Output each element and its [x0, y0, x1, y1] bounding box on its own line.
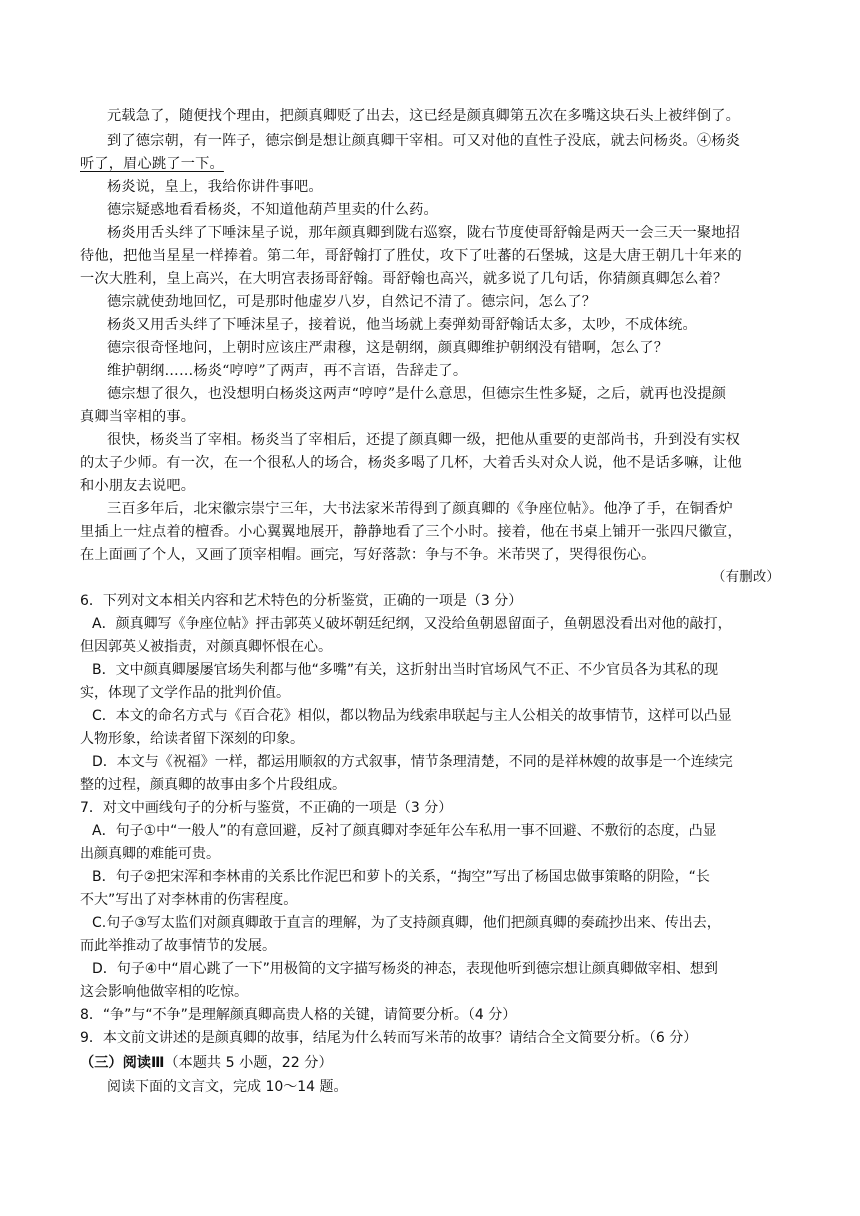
section-heading: [80, 1052, 333, 1074]
story-line: 在上面画了个人，又画了顶宰相帽。画完，写好落款：争与不争。米芾哭了，哭得很伤心。: [80, 547, 656, 563]
story-line: 三百多年后，北宋徽宗崇宁三年，大书法家米芾得到了颜真卿的《争座位帖》。他净了手，在铜香炉: [107, 501, 733, 517]
question-6: 6．下列对文本相关内容和艺术特色的分析鉴赏，正确的一项是（3 分）: [80, 593, 523, 609]
story-line: 真卿当宰相的事。: [80, 409, 196, 425]
question-7-option-b-cont: 不大”写出了对李林甫的伤害程度。: [80, 892, 298, 908]
story-line: 很快，杨炎当了宰相。杨炎当了宰相后，还提了颜真卿一级，把他从重要的吏部尚书，升到没有实权: [107, 432, 741, 448]
question-6-option-a: A．颜真卿写《争座位帖》抨击郭英乂破坏朝廷纪纲，又没给鱼朝恩留面子，鱼朝恩没看出对他的敲打，: [92, 616, 732, 632]
question-7-option-c-cont: 而此举推动了故事情节的发展。: [80, 938, 276, 954]
story-line: 德宗疑惑地看看杨炎，不知道他葫芦里卖的什么药。: [107, 202, 438, 218]
question-9: 9．本文前文讲述的是颜真卿的故事，结尾为什么转而写米芾的故事？请结合全文简要分析。（6 分）: [80, 1030, 698, 1046]
story-line: 的太子少师。有一次，在一个很私人的场合，杨炎多喝了几杯，大着舌头对众人说，他不是话多嘛，让他: [80, 455, 742, 471]
story-line: 到了德宗朝，有一阵子，德宗倒是想让颜真卿干宰相。可又对他的直性子没底，就去问杨炎。④杨炎: [107, 133, 741, 149]
question-6-option-d-cont: 整的过程，颜真卿的故事由多个片段组成。: [80, 777, 346, 793]
question-7-option-d-cont: 这会影响他做宰相的吃惊。: [80, 984, 248, 1000]
story-line: 杨炎说，皇上，我给你讲件事吧。: [107, 179, 323, 195]
story-line: 杨炎用舌头绊了下唾沫星子说，那年颜真卿到陇右巡察，陇右节度使哥舒翰是两天一会三天一聚地招: [107, 225, 741, 241]
question-6-option-c-cont: 人物形象，给读者留下深刻的印象。: [80, 731, 304, 747]
story-line: 德宗想了很久，也没想明白杨炎这两声“哼哼”是什么意思，但德宗生性多疑，之后，就再也没提颜: [107, 386, 727, 402]
story-line: 维护朝纲……杨炎“哼哼”了两声，再不言语，告辞走了。: [107, 363, 468, 379]
story-line: 元载急了，随便找个理由，把颜真卿贬了出去，这已经是颜真卿第五次在多嘴这块石头上被绊倒了。: [107, 108, 741, 124]
story-line: 德宗就使劲地回忆，可是那时他虚岁八岁，自然记不清了。德宗问，怎么了？: [107, 294, 597, 310]
question-8: 8．“争”与“不争”是理解颜真卿高贵人格的关键，请简要分析。（4 分）: [80, 1007, 517, 1023]
question-7-option-b: B．句子②把宋浑和李林甫的关系比作泥巴和萝卜的关系，“掏空”写出了杨国忠做事策略的阴险，“长: [92, 869, 710, 885]
question-7: 7．对文中画线句子的分析与鉴赏，不正确的一项是（3 分）: [80, 800, 453, 816]
question-7-option-a: A．句子①中“一般人”的有意回避，反衬了颜真卿对李延年公车私用一事不回避、不敷衍的态度，凸显: [92, 823, 717, 839]
question-7-option-a-cont: 出颜真卿的难能可贵。: [80, 846, 220, 862]
section-instruction: 阅读下面的文言文，完成 10～14 题。: [107, 1079, 348, 1095]
question-6-option-c: C．本文的命名方式与《百合花》相似，都以物品为线索串联起与主人公相关的故事情节，这样可以凸显: [92, 708, 732, 724]
story-line-underlined: 听了，眉心跳了一下。: [80, 156, 224, 172]
story-line: 一次大胜利，皇上高兴，在大明宫表扬哥舒翰。哥舒翰也高兴，就多说了几句话，你猜颜真卿怎么着？: [80, 271, 728, 287]
question-6-option-b: B．文中颜真卿屡屡官场失利都与他“多嘴”有关，这折射出当时官场风气不正、不少官员各为其私的现: [92, 662, 719, 678]
story-line: 杨炎又用舌头绊了下唾沫星子，接着说，他当场就上奏弹劾哥舒翰话太多，太吵，不成体统。: [107, 317, 697, 333]
story-line: 待他，把他当星星一样捧着。第二年，哥舒翰打了胜仗，攻下了吐蕃的石堡城，这是大唐王朝几十年来的: [80, 248, 742, 264]
question-6-option-b-cont: 实，体现了文学作品的批判价值。: [80, 685, 290, 701]
question-7-option-d: D．句子④中“眉心跳了一下”用极简的文字描写杨炎的神态，表现他听到德宗想让颜真卿做宰相、想到: [92, 961, 718, 977]
story-line: 德宗很奇怪地问，上朝时应该庄严肃穆，这是朝纲，颜真卿维护朝纲没有错啊，怎么了？: [107, 340, 669, 356]
question-6-option-d: D．本文与《祝福》一样，都运用顺叙的方式叙事，情节条理清楚，不同的是祥林嫂的故事是一个连续完: [92, 754, 733, 770]
section-label: （三）阅读Ⅲ: [80, 1055, 165, 1071]
question-6-option-a-cont: 但因郭英乂被指责，对颜真卿怀恨在心。: [80, 639, 332, 655]
question-7-option-c: C.句子③写太监们对颜真卿敢于直言的理解，为了支持颜真卿，他们把颜真卿的奏疏抄出来、传出去，: [92, 915, 721, 931]
section-detail: （本题共 5 小题，22 分）: [164, 1055, 333, 1071]
story-line: 里插上一炷点着的檀香。小心翼翼地展开，静静地看了三个小时。接着，他在书桌上铺开一张四尺徽宣，: [80, 524, 742, 540]
story-line: 和小朋友去说吧。: [80, 478, 196, 494]
edit-note: （有删改）: [712, 570, 781, 585]
